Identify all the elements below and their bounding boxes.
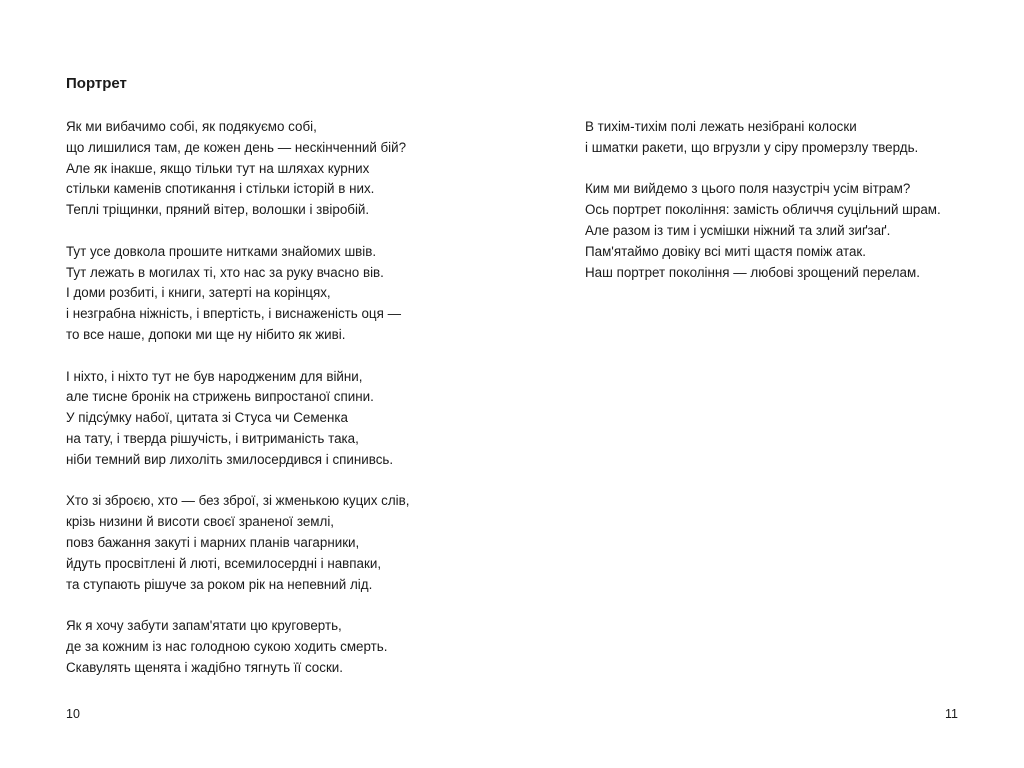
poem-line: ніби темний вир лихоліть змилосердився і спинивсь. [66,451,394,467]
poem-line: на тату, і тверда рішучість, і витриманість така, [66,430,359,446]
poem-line: і шматки ракети, що вгрузли у сіру промерзлу твердь. [585,139,919,155]
poem-line: Ось портрет покоління: замість обличчя суцільний шрам. [585,202,941,218]
poem-line: У підсу́мку набої, цитата зі Стуса чи Семенка [66,410,348,426]
stanza [585,179,1005,283]
poem-line: Тут лежать в могилах ті, хто нас за руку вчасно вів. [66,264,384,280]
stanza [66,117,486,221]
poem-line: Як ми вибачимо собі, як подякуємо собі, [66,119,317,134]
stanza [66,616,486,678]
poem-line: І доми розбиті, і книги, затерті на корінцях, [66,285,331,301]
poem-line: повз бажання закуті і марних планів чагарники, [66,534,360,550]
poem-line: та ступають рішуче за роком рік на непевний лід. [66,576,373,592]
poem-line: В тихім-тихім полі лежать незібрані колоски [585,119,857,134]
page-number-right: 11 [945,707,958,721]
right-poem-text [585,117,1005,304]
poem-line: де за кожним із нас голодною сукою ходить смерть. [66,638,388,654]
poem-line: і незграбна ніжність, і впертість, і виснаженість оця — [66,306,401,322]
poem-line: йдуть просвітлені й люті, всемилосердні і навпаки, [66,555,382,571]
poem-line: крізь низини й висоти своєї зраненої землі, [66,514,335,530]
right-page [512,0,1024,768]
poem-line: Наш портрет покоління — любові зрощений перелам. [585,264,920,280]
left-poem-text [66,117,486,699]
poem-line: Ким ми вийдемо з цього поля назустріч усім вітрам? [585,181,911,197]
stanza [66,491,486,595]
stanza [585,117,1005,159]
poem-line: Хто зі зброєю, хто — без зброї, зі жменькою куцих слів, [66,493,410,509]
poem-line: але тисне бронік на стрижень випростаної спини. [66,389,374,405]
poem-line: І ніхто, і ніхто тут не був народженим для війни, [66,368,363,384]
poem-line: Як я хочу забути запам'ятати цю круговерть, [66,618,342,634]
poem-line: Але як інакше, якщо тільки тут на шляхах курних [66,160,370,176]
poem-line: що лишилися там, де кожен день — нескінченний бій? [66,139,407,155]
poem-line: Скавулять щенята і жадібно тягнуть її соски. [66,659,344,675]
stanza [66,242,486,346]
poem-title: Портрет [66,75,127,92]
poem-line: то все наше, допоки ми ще ну нібито як живі. [66,326,346,342]
stanza [66,367,486,471]
poem-line: Пам'ятаймо довіку всі миті щастя поміж атак. [585,243,866,259]
poem-line: Теплі тріщинки, пряний вітер, волошки і звіробій. [66,202,370,218]
poem-line: стільки каменів спотикання і стільки історій в них. [66,181,375,197]
poem-line: Але разом із тим і усмішки ніжний та злий зиґзаґ. [585,222,891,238]
page-number-left: 10 [66,707,80,721]
poem-line: Тут усе довкола прошите нитками знайомих швів. [66,243,377,259]
